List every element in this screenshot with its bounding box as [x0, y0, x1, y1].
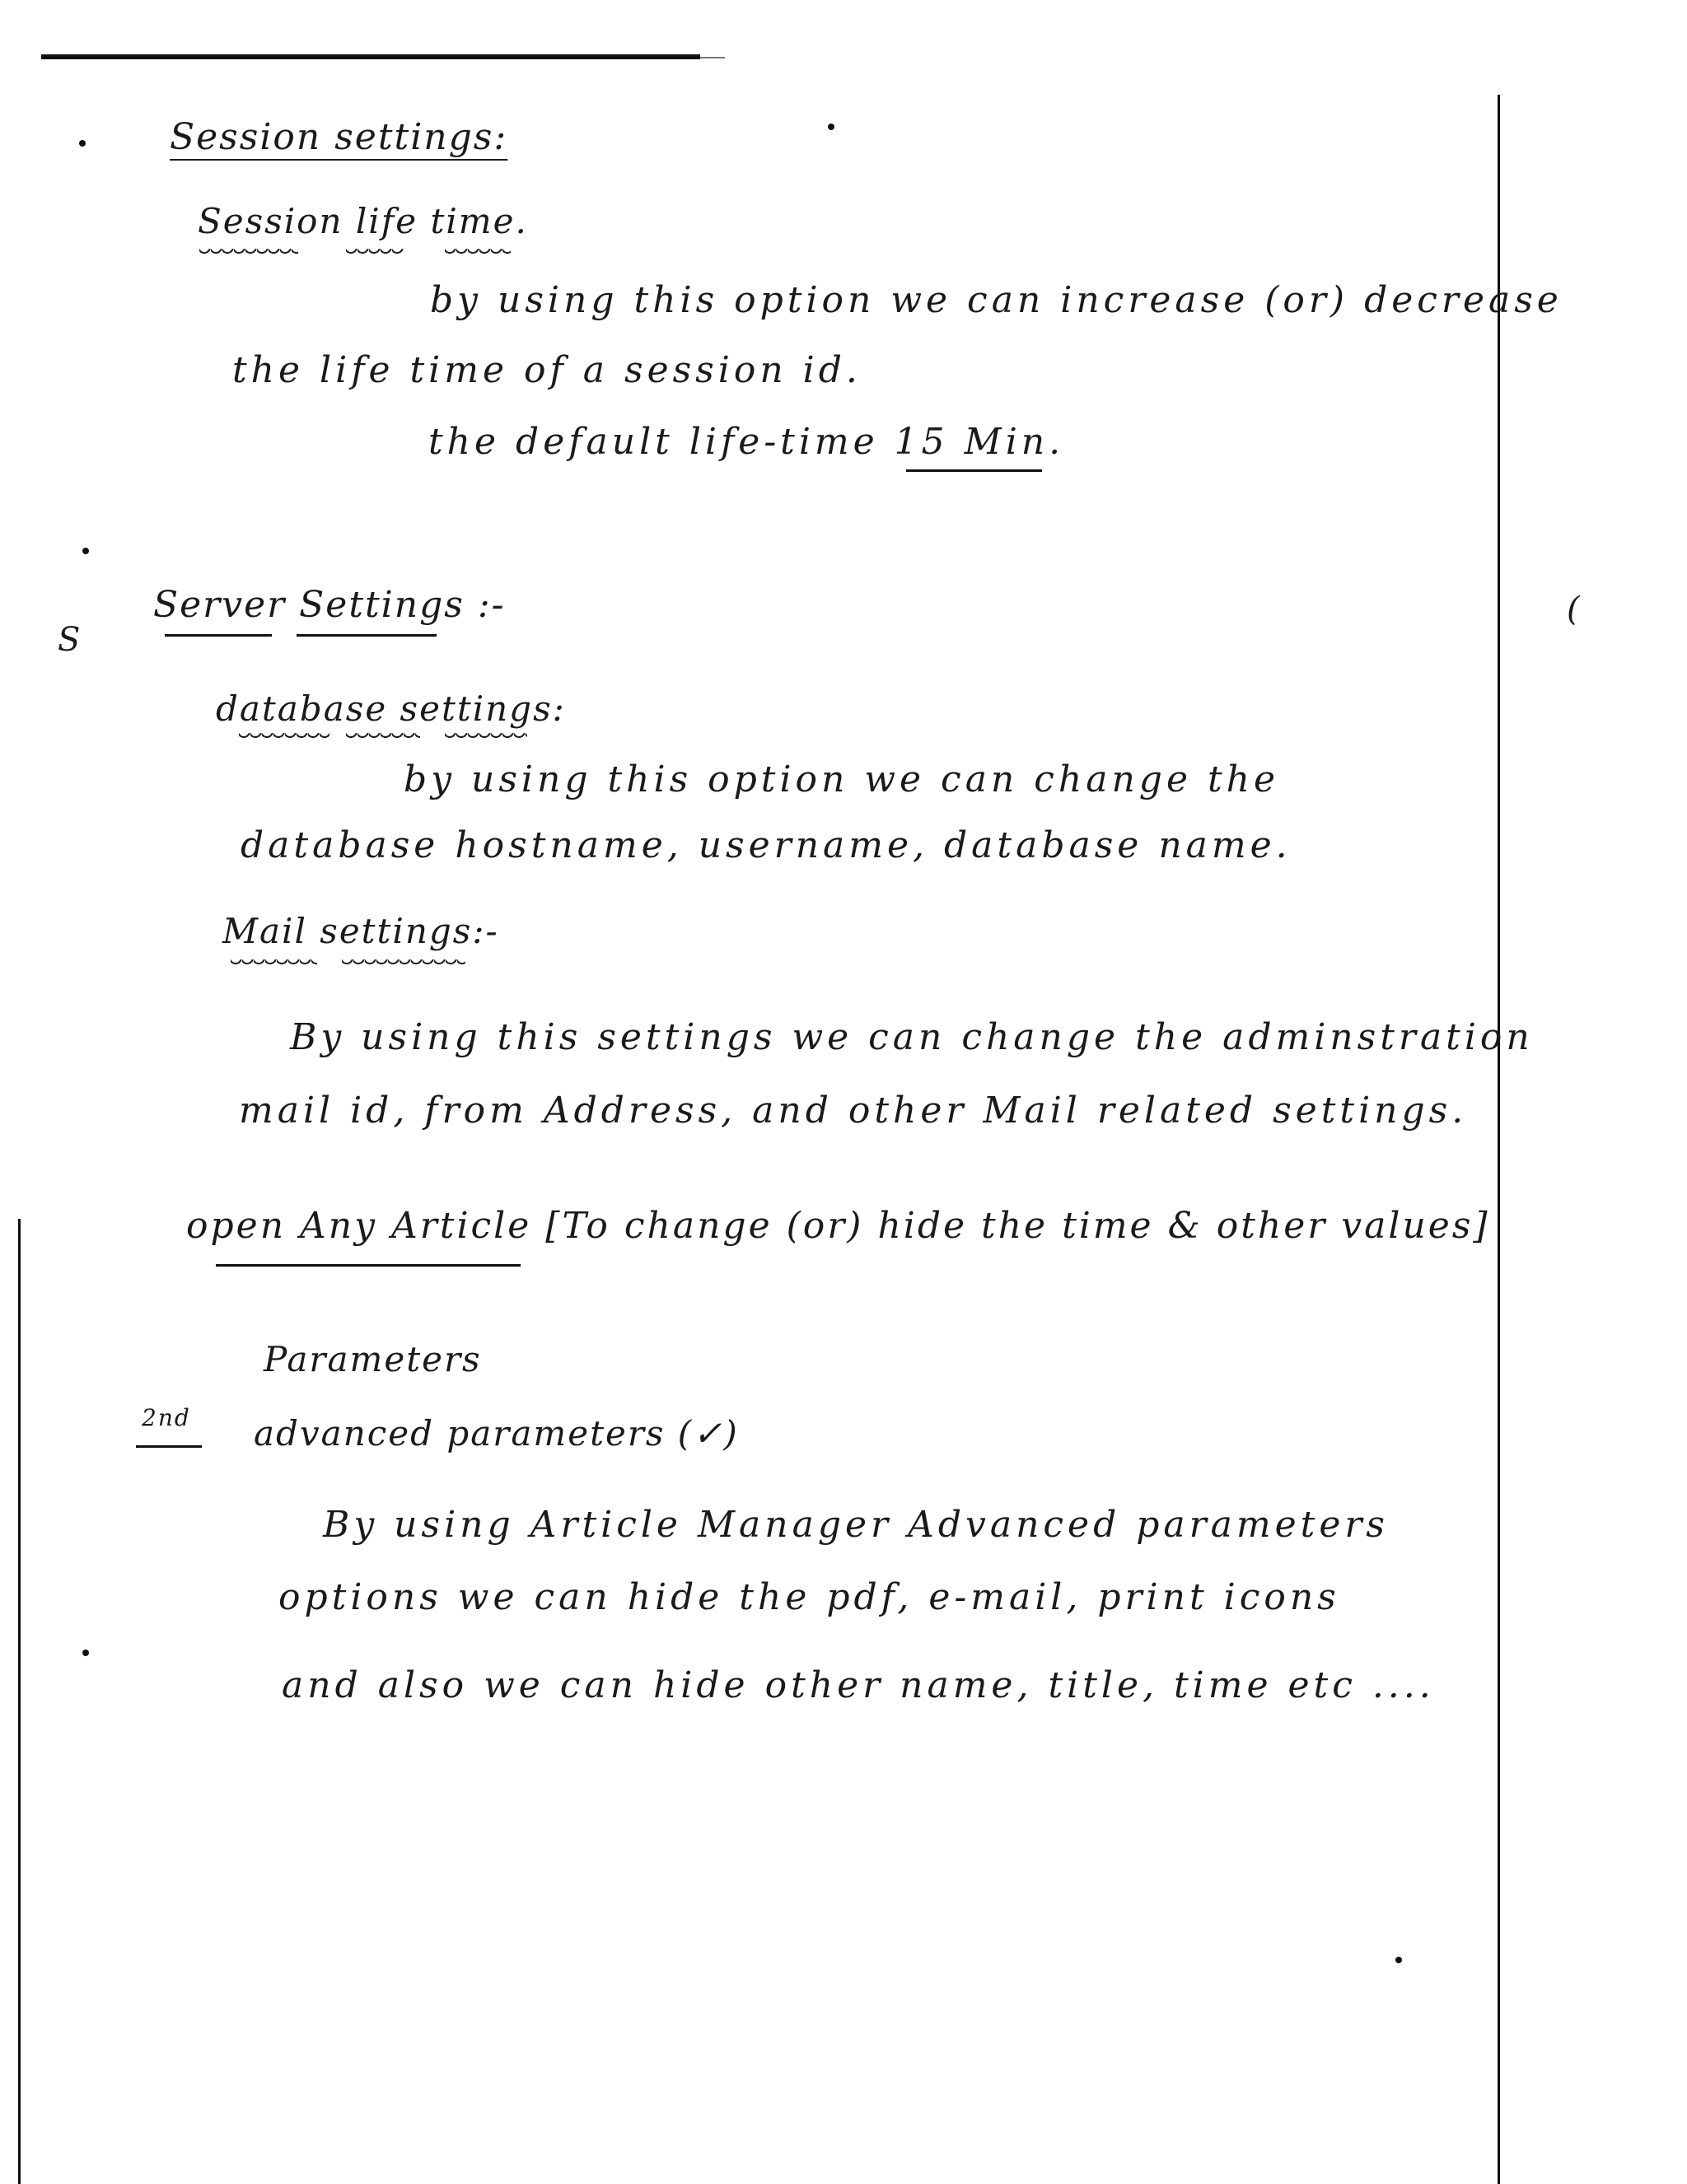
article-manager-line1: By using Article Manager Advanced parameters [323, 1504, 1390, 1546]
article-manager-line2: options we can hide the pdf, e-mail, print icons [278, 1576, 1340, 1618]
underline-15-min [906, 469, 1042, 472]
database-line2: database hostname, username, database name. [241, 824, 1292, 866]
stray-dot [828, 124, 834, 130]
advanced-parameters-line: advanced parameters (✓) [254, 1413, 739, 1454]
session-default-line: the default life-time 15 Min. [428, 421, 1065, 463]
wavy-underline [342, 959, 465, 968]
open-any-article-line: open Any Article [To change (or) hide the time & other values] [186, 1205, 1490, 1247]
session-lifetime-heading: Session life time. [198, 201, 528, 241]
mail-line2: mail id, from Address, and other Mail related settings. [239, 1090, 1468, 1132]
mail-settings-heading: Mail settings:- [222, 911, 499, 951]
database-line1: by using this option we can change the [404, 758, 1280, 800]
left-margin-line [18, 1219, 21, 2184]
parameters-line: Parameters [264, 1339, 482, 1379]
top-rule [41, 54, 700, 59]
article-manager-line3: and also we can hide other name, title, time etc .... [282, 1664, 1435, 1706]
session-lifetime-line2: the life time of a session id. [232, 349, 862, 391]
wavy-underline [199, 249, 298, 257]
margin-mark-right: ( [1567, 590, 1580, 628]
wavy-underline [445, 249, 511, 257]
session-lifetime-line1: by using this option we can increase (or) decrease [430, 279, 1563, 321]
stray-dot [1395, 1957, 1402, 1963]
right-margin-line [1498, 95, 1500, 2184]
database-settings-heading: database settings: [216, 688, 566, 729]
wavy-underline [239, 733, 329, 741]
stray-dot [82, 1650, 89, 1656]
mail-line1: By using this settings we can change the adminstration [290, 1016, 1534, 1058]
top-rule-tail [700, 57, 725, 58]
wavy-underline [231, 959, 317, 968]
stray-dot [82, 548, 89, 554]
wavy-underline [346, 733, 420, 741]
second-marker-arrow [136, 1445, 202, 1448]
wavy-underline [445, 733, 527, 741]
stray-dot [79, 140, 86, 147]
underline-settings [297, 634, 437, 637]
underline-open-any-article [216, 1264, 521, 1267]
underline-server [165, 634, 272, 637]
session-settings-heading: Session settings: [170, 116, 508, 158]
second-marker: 2nd [142, 1404, 191, 1431]
margin-mark-left: S [58, 621, 81, 659]
server-settings-heading: Server Settings :- [153, 584, 506, 626]
wavy-underline [346, 249, 404, 257]
